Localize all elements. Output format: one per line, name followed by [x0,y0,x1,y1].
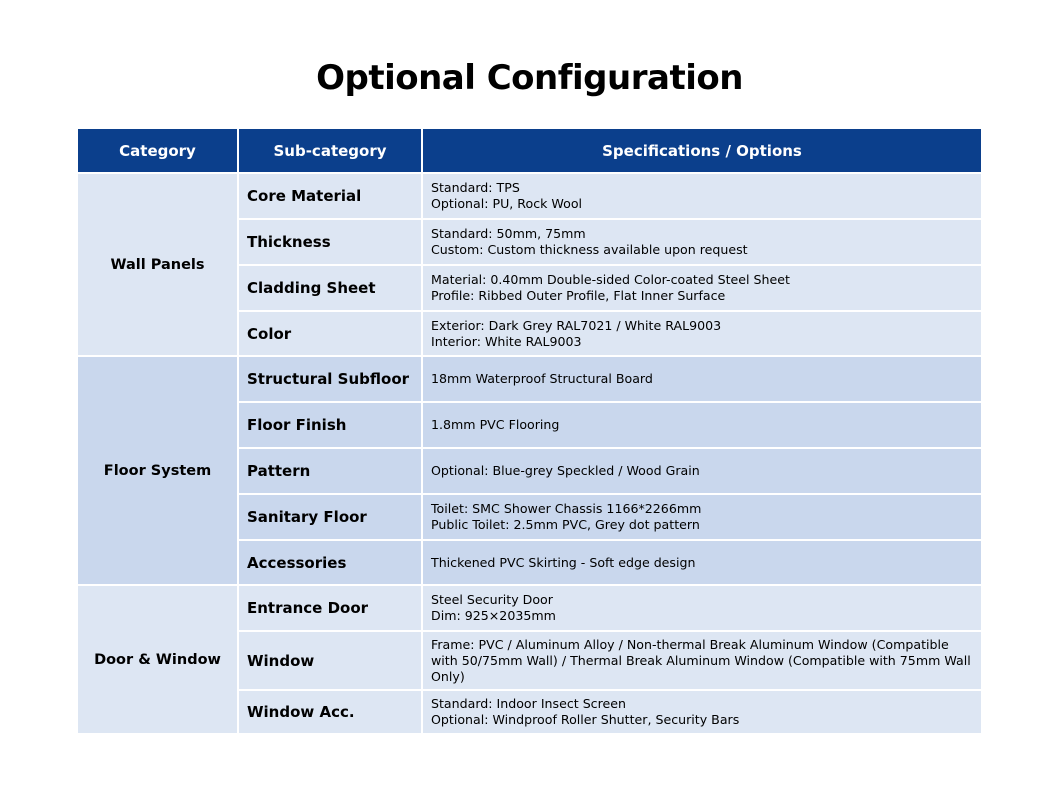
table-row [78,585,981,631]
sub-category-cell: Thickness [238,219,422,265]
spec-line: Interior: White RAL9003 [431,333,582,349]
spec-cell [422,631,981,690]
spec-cell [422,540,981,585]
configuration-table [78,129,981,735]
sub-category-cell: Window [238,631,422,690]
sub-category-cell: Accessories [238,540,422,585]
spec-line: Optional: Windproof Roller Shutter, Security Bars [431,712,740,727]
spec-cell [422,494,981,540]
spec-line: Thickened PVC Skirting - Soft edge design [431,554,696,570]
spec-cell [422,402,981,448]
sub-category-cell: Pattern [238,448,422,494]
spec-cell [422,311,981,356]
sub-category-cell: Color [238,311,422,356]
spec-cell [422,356,981,402]
spec-line: Standard: TPS [431,180,520,195]
category-floor-system: Floor System [78,356,238,585]
spec-line: Optional: PU, Rock Wool [431,196,583,211]
category-wall-panels: Wall Panels [78,173,238,356]
spec-cell [422,219,981,265]
page-title: Optional Configuration [316,58,743,98]
sub-category-cell: Window Acc. [238,690,422,734]
header-category: Category [78,129,238,173]
spec-line: Material: 0.40mm Double-sided Color-coated Steel Sheet [431,272,790,287]
spec-line: Standard: 50mm, 75mm [431,226,586,241]
sub-category-cell: Floor Finish [238,402,422,448]
spec-cell [422,265,981,311]
spec-cell [422,585,981,631]
spec-line: Public Toilet: 2.5mm PVC, Grey dot pattern [431,517,700,532]
spec-line: 1.8mm PVC Flooring [431,417,560,432]
sub-category-cell: Core Material [238,173,422,219]
sub-category-cell: Structural Subfloor [238,356,422,402]
spec-cell [422,173,981,219]
spec-line: Dim: 925×2035mm [431,608,556,623]
header-sub-category: Sub-category [238,129,422,173]
spec-cell [422,690,981,734]
table-header-row [78,129,981,173]
spec-line: Optional: Blue-grey Speckled / Wood Grain [431,463,700,478]
sub-category-cell: Sanitary Floor [238,494,422,540]
spec-line: 18mm Waterproof Structural Board [431,371,653,386]
spec-line: Profile: Ribbed Outer Profile, Flat Inner Surface [431,288,726,303]
spec-line: Standard: Indoor Insect Screen [431,696,626,711]
spec-line: Toilet: SMC Shower Chassis 1166*2266mm [431,501,702,516]
table-row [78,173,981,219]
spec-line: Custom: Custom thickness available upon request [431,242,748,257]
table-row [78,356,981,402]
spec-cell [422,448,981,494]
sub-category-cell: Entrance Door [238,585,422,631]
spec-line: Exterior: Dark Grey RAL7021 / White RAL9003 [431,317,722,333]
sub-category-cell: Cladding Sheet [238,265,422,311]
category-door-window: Door & Window [78,585,238,734]
header-specifications: Specifications / Options [422,129,981,173]
spec-line: Steel Security Door [431,592,553,607]
spec-line: Frame: PVC / Aluminum Alloy / Non-thermal Break Aluminum Window (Compatible with 50/75mm Wall) / Thermal Break Aluminum Window (Compatible with 75mm Wall Only) [431,636,971,684]
